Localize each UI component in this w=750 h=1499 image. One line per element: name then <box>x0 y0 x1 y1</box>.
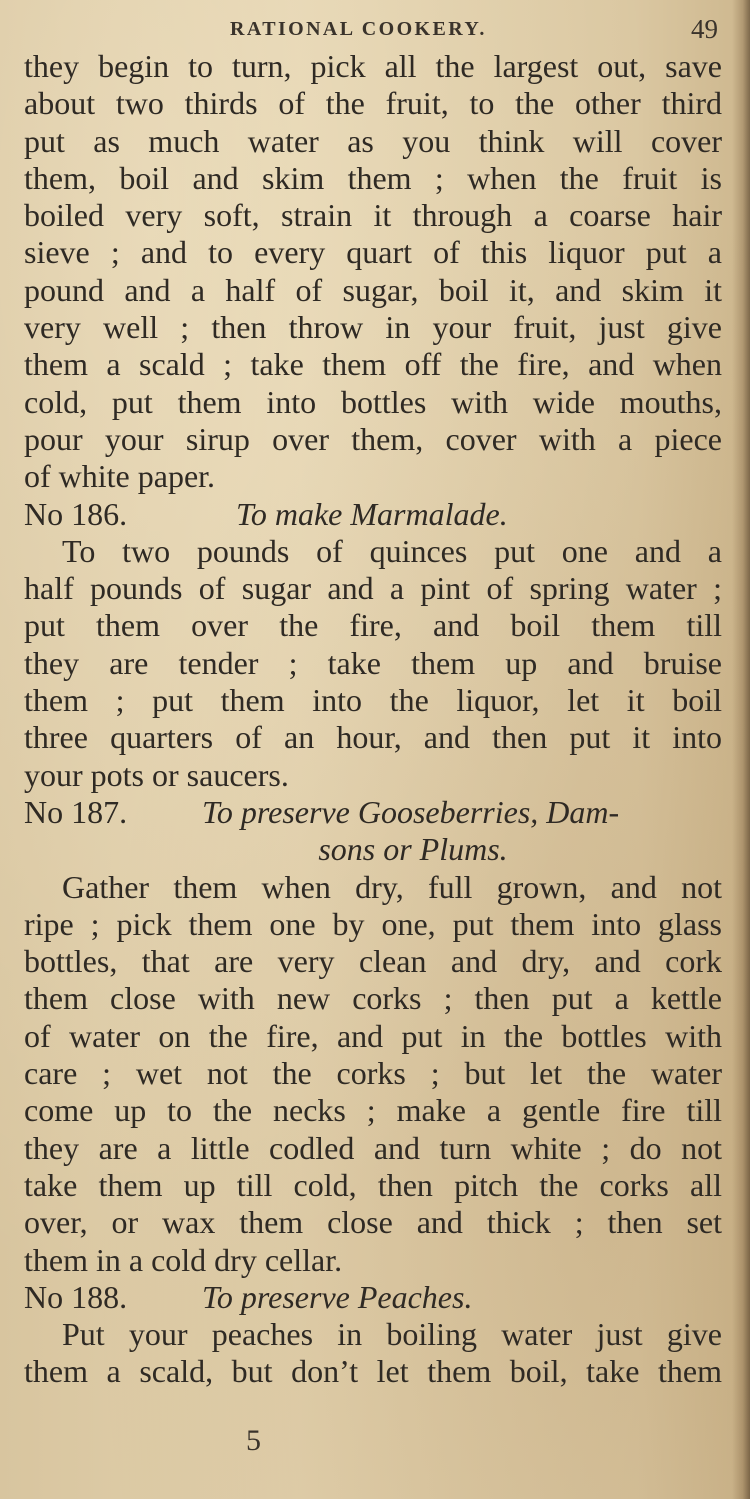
recipe-heading <box>24 496 722 533</box>
running-title: RATIONAL COOKERY. <box>230 18 487 40</box>
text-line: your pots or saucers. <box>24 756 289 793</box>
text-line: bottles, that are very clean and dry, and cork <box>24 943 722 980</box>
text-line: they are a little codled and turn white ; do not <box>24 1129 722 1166</box>
text-line: boiled very soft, strain it through a coarse hair <box>24 197 722 234</box>
text-line: put as much water as you think will cover <box>24 122 722 159</box>
text-line: care ; wet not the corks ; but let the water <box>24 1055 722 1092</box>
text-line: sieve ; and to every quart of this liquor put a <box>24 234 722 271</box>
text-line: ripe ; pick them one by one, put them into glass <box>24 905 722 942</box>
recipe-title: To preserve Gooseberries, Dam- <box>202 793 620 830</box>
text-line: three quarters of an hour, and then put it into <box>24 719 722 756</box>
text-line: of water on the fire, and put in the bottles with <box>24 1017 722 1054</box>
recipe-title: To make Marmalade. <box>236 495 508 532</box>
text-line: over, or wax them close and thick ; then set <box>24 1204 722 1241</box>
text-line: about two thirds of the fruit, to the other third <box>24 85 722 122</box>
text-line: Gather them when dry, full grown, and not <box>62 868 722 905</box>
page-edge-shadow <box>732 0 750 1499</box>
signature-mark: 5 <box>246 1424 261 1457</box>
recipe-heading <box>24 794 722 831</box>
recipe-heading <box>24 1279 722 1316</box>
text-line: come up to the necks ; make a gentle fire till <box>24 1092 722 1129</box>
text-line: very well ; then throw in your fruit, just give <box>24 309 722 346</box>
text-line: pour your sirup over them, cover with a piece <box>24 420 722 457</box>
text-line: them a scald, but don’t let them boil, take them <box>24 1353 722 1390</box>
text-line: them in a cold dry cellar. <box>24 1241 343 1278</box>
text-line: them close with new corks ; then put a kettle <box>24 980 722 1017</box>
text-line: them a scald ; take them off the fire, and when <box>24 346 722 383</box>
recipe-title-continued: sons or Plums. <box>318 831 508 868</box>
text-line: half pounds of sugar and a pint of spring water ; <box>24 570 722 607</box>
text-line: they are tender ; take them up and bruise <box>24 644 722 681</box>
text-line: they begin to turn, pick all the largest out, save <box>24 48 722 84</box>
text-line: put them over the fire, and boil them till <box>24 607 722 644</box>
running-head <box>0 14 750 48</box>
recipe-title: To preserve Peaches. <box>202 1278 473 1315</box>
text-line: pound and a half of sugar, boil it, and skim it <box>24 271 722 308</box>
page-number: 49 <box>691 14 718 44</box>
text-line: To two pounds of quinces put one and a <box>62 532 722 569</box>
recipe-number: No 188. <box>24 1278 128 1315</box>
recipe-number: No 187. <box>24 793 128 830</box>
text-line: them ; put them into the liquor, let it boil <box>24 682 722 719</box>
text-line: take them up till cold, then pitch the corks all <box>24 1166 722 1203</box>
recipe-number: No 186. <box>24 495 128 532</box>
text-line: of white paper. <box>24 458 216 495</box>
body-text <box>24 48 722 1391</box>
text-line: cold, put them into bottles with wide mouths, <box>24 383 722 420</box>
text-line: them, boil and skim them ; when the fruit is <box>24 159 722 196</box>
text-line: Put your peaches in boiling water just give <box>62 1316 722 1353</box>
